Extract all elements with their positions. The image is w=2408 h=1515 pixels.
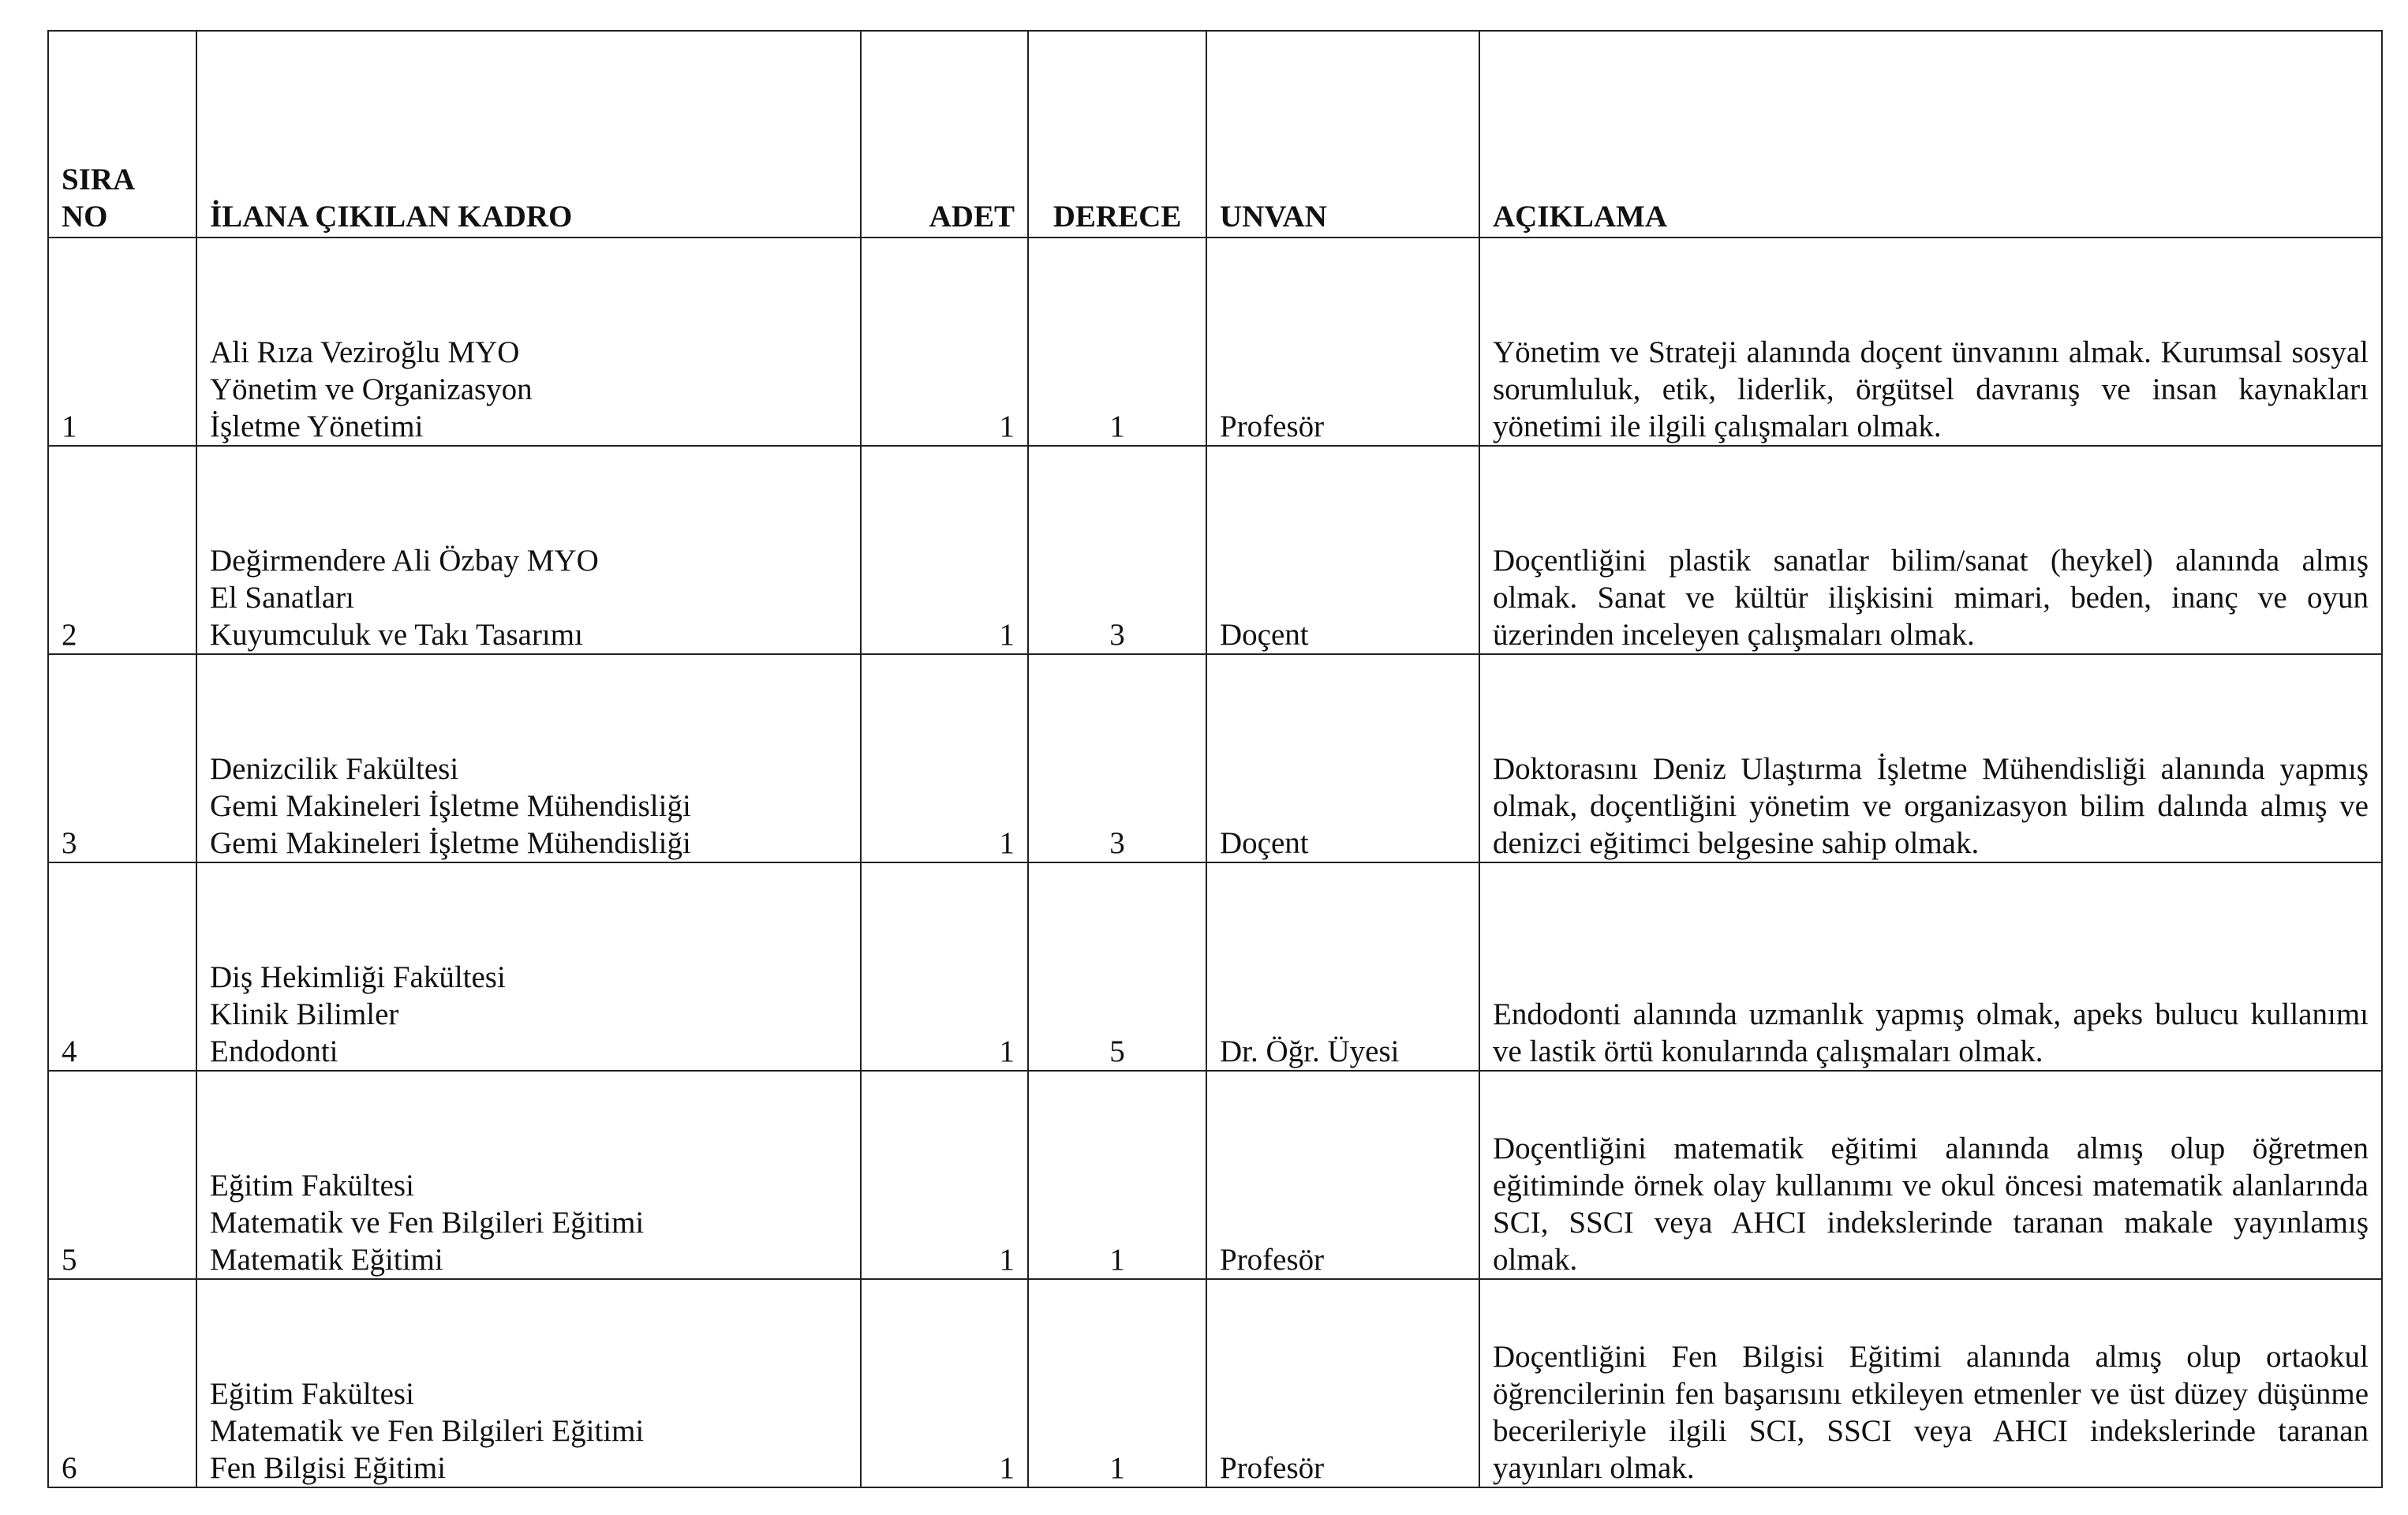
sira-no-value: 4 [62, 1034, 77, 1068]
cell-kadro [196, 654, 861, 862]
cell-sira-no [48, 446, 196, 654]
derece-value: 1 [1109, 1451, 1125, 1485]
cell-sira-no [48, 862, 196, 1071]
adet-value: 1 [999, 618, 1015, 652]
cell-adet [861, 238, 1028, 446]
kadro-line: El Sanatları [210, 581, 355, 615]
header-unvan: UNVAN [1206, 31, 1479, 238]
header-derece: DERECE [1028, 31, 1206, 238]
aciklama-text: Doktorasını Deniz Ulaştırma İşletme Mühendisliği alanında yapmış olmak, doçentliğini yönetim ve organizasyon bilim dalında almış ve denizci eğitimci belgesine sahip olmak. [1493, 752, 2369, 860]
table-row [48, 238, 2382, 446]
adet-value: 1 [999, 410, 1015, 443]
kadro-lines [210, 334, 847, 445]
cell-unvan [1206, 238, 1479, 446]
cell-kadro [196, 862, 861, 1071]
cell-kadro [196, 446, 861, 654]
cell-aciklama [1479, 654, 2382, 862]
cell-derece [1028, 238, 1206, 446]
cell-sira-no [48, 1071, 196, 1279]
unvan-value: Profesör [1220, 1451, 1325, 1485]
kadro-line: Klinik Bilimler [210, 997, 399, 1031]
derece-value: 1 [1109, 1243, 1125, 1277]
kadro-line: Matematik ve Fen Bilgileri Eğitimi [210, 1206, 645, 1240]
cell-aciklama [1479, 446, 2382, 654]
adet-value: 1 [999, 1243, 1015, 1277]
cell-unvan [1206, 654, 1479, 862]
cell-derece [1028, 446, 1206, 654]
kadro-line: İşletme Yönetimi [210, 410, 424, 443]
cell-kadro [196, 1071, 861, 1279]
header-adet: ADET [861, 31, 1028, 238]
derece-value: 3 [1109, 826, 1125, 860]
cell-unvan [1206, 862, 1479, 1071]
unvan-value: Doçent [1220, 826, 1309, 860]
cell-aciklama [1479, 862, 2382, 1071]
unvan-value: Profesör [1220, 410, 1325, 443]
kadro-lines [210, 750, 847, 862]
cell-unvan [1206, 1279, 1479, 1487]
kadro-line: Matematik ve Fen Bilgileri Eğitimi [210, 1414, 645, 1448]
table-row [48, 446, 2382, 654]
header-aciklama: AÇIKLAMA [1479, 31, 2382, 238]
cell-aciklama [1479, 1071, 2382, 1279]
kadro-line: Gemi Makineleri İşletme Mühendisliği [210, 789, 691, 823]
header-row [48, 31, 2382, 238]
adet-value: 1 [999, 826, 1015, 860]
unvan-value: Doçent [1220, 618, 1309, 652]
kadro-table [47, 30, 2383, 1488]
kadro-line: Kuyumculuk ve Takı Tasarımı [210, 618, 583, 652]
aciklama-text: Doçentliğini plastik sanatlar bilim/sanat (heykel) alanında almış olmak. Sanat ve kültür ilişkisini mimari, beden, inanç ve oyun üzerinden inceleyen çalışmaları olmak. [1493, 544, 2369, 652]
kadro-line: Değirmendere Ali Özbay MYO [210, 544, 599, 578]
sira-no-value: 5 [62, 1243, 77, 1277]
cell-derece [1028, 654, 1206, 862]
kadro-line: Eğitim Fakültesi [210, 1377, 414, 1411]
kadro-line: Ali Rıza Veziroğlu MYO [210, 335, 520, 369]
kadro-line: Matematik Eğitimi [210, 1243, 443, 1277]
cell-adet [861, 862, 1028, 1071]
cell-kadro [196, 1279, 861, 1487]
cell-aciklama [1479, 238, 2382, 446]
aciklama-text: Doçentliğini Fen Bilgisi Eğitimi alanında almış olup ortaokul öğrencilerinin fen başarısını etkileyen etmenler ve üst düzey düşünme becerileriyle ilgili SCI, SSCI veya AHCI indekslerinde taranan yayınları olmak. [1493, 1340, 2369, 1485]
kadro-line: Fen Bilgisi Eğitimi [210, 1451, 447, 1485]
kadro-line: Gemi Makineleri İşletme Mühendisliği [210, 826, 691, 860]
kadro-lines [210, 1375, 847, 1487]
sira-no-value: 3 [62, 826, 77, 860]
aciklama-text: Endodonti alanında uzmanlık yapmış olmak, apeks bulucu kullanımı ve lastik örtü konularında çalışmaları olmak. [1493, 997, 2369, 1068]
cell-kadro [196, 238, 861, 446]
unvan-value: Dr. Öğr. Üyesi [1220, 1034, 1400, 1068]
kadro-line: Eğitim Fakültesi [210, 1169, 414, 1203]
adet-value: 1 [999, 1451, 1015, 1485]
kadro-line: Diş Hekimliği Fakültesi [210, 960, 506, 994]
header-kadro: İLANA ÇIKILAN KADRO [196, 31, 861, 238]
kadro-lines [210, 959, 847, 1070]
aciklama-text: Doçentliğini matematik eğitimi alanında almış olup öğretmen eğitiminde örnek olay kullanımı ve okul öncesi matematik alanlarında SCI, SSCI veya AHCI indekslerinde taranan makale yayınlamış olmak. [1493, 1132, 2369, 1277]
cell-adet [861, 446, 1028, 654]
aciklama-text: Yönetim ve Strateji alanında doçent ünvanını almak. Kurumsal sosyal sorumluluk, etik, liderlik, örgütsel davranış ve insan kaynakları yönetimi ile ilgili çalışmaları olmak. [1493, 335, 2369, 443]
kadro-line: Yönetim ve Organizasyon [210, 372, 533, 406]
cell-adet [861, 1071, 1028, 1279]
table-row [48, 1071, 2382, 1279]
derece-value: 1 [1109, 410, 1125, 443]
sira-no-value: 6 [62, 1451, 77, 1485]
cell-sira-no [48, 238, 196, 446]
cell-sira-no [48, 654, 196, 862]
sira-no-value: 1 [62, 410, 77, 443]
sira-no-value: 2 [62, 618, 77, 652]
cell-unvan [1206, 1071, 1479, 1279]
header-sira-no: SIRA NO [48, 31, 196, 238]
derece-value: 3 [1109, 618, 1125, 652]
table-row [48, 862, 2382, 1071]
cell-sira-no [48, 1279, 196, 1487]
kadro-line: Endodonti [210, 1034, 338, 1068]
kadro-line: Denizcilik Fakültesi [210, 752, 459, 786]
adet-value: 1 [999, 1034, 1015, 1068]
cell-adet [861, 654, 1028, 862]
table-row [48, 1279, 2382, 1487]
cell-adet [861, 1279, 1028, 1487]
kadro-lines [210, 542, 847, 653]
kadro-lines [210, 1167, 847, 1278]
cell-unvan [1206, 446, 1479, 654]
cell-derece [1028, 862, 1206, 1071]
table-row [48, 654, 2382, 862]
unvan-value: Profesör [1220, 1243, 1325, 1277]
cell-derece [1028, 1071, 1206, 1279]
derece-value: 5 [1109, 1034, 1125, 1068]
cell-derece [1028, 1279, 1206, 1487]
cell-aciklama [1479, 1279, 2382, 1487]
